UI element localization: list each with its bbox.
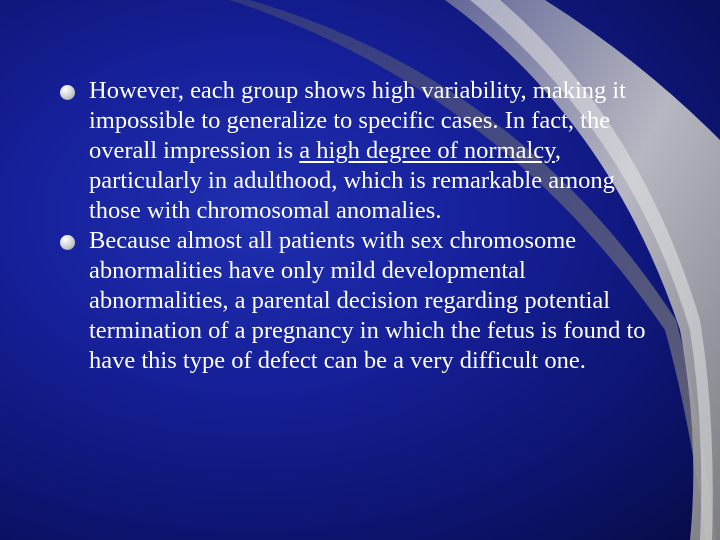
underlined-emphasis: a high degree of normalcy (299, 137, 555, 164)
bullet-dot-icon (60, 85, 75, 100)
bullet-text: However, each group shows high variability, making it impossible to generalize to specific cases. In fact, the overall impression is (89, 77, 626, 164)
slide-text-body (60, 76, 660, 376)
bullet-text: Because almost all patients with sex chromosome abnormalities have only mild developmental abnormalities, a parental decision regarding potential termination of a pregnancy in which the fetus is found to have this type of defect can be a very difficult one. (89, 227, 646, 374)
bullet-item (60, 226, 660, 376)
bullet-dot-icon (60, 235, 75, 250)
bullet-text: , particularly in adulthood, which is remarkable among those with chromosomal anomalies. (89, 137, 615, 224)
bullet-item (60, 76, 660, 226)
